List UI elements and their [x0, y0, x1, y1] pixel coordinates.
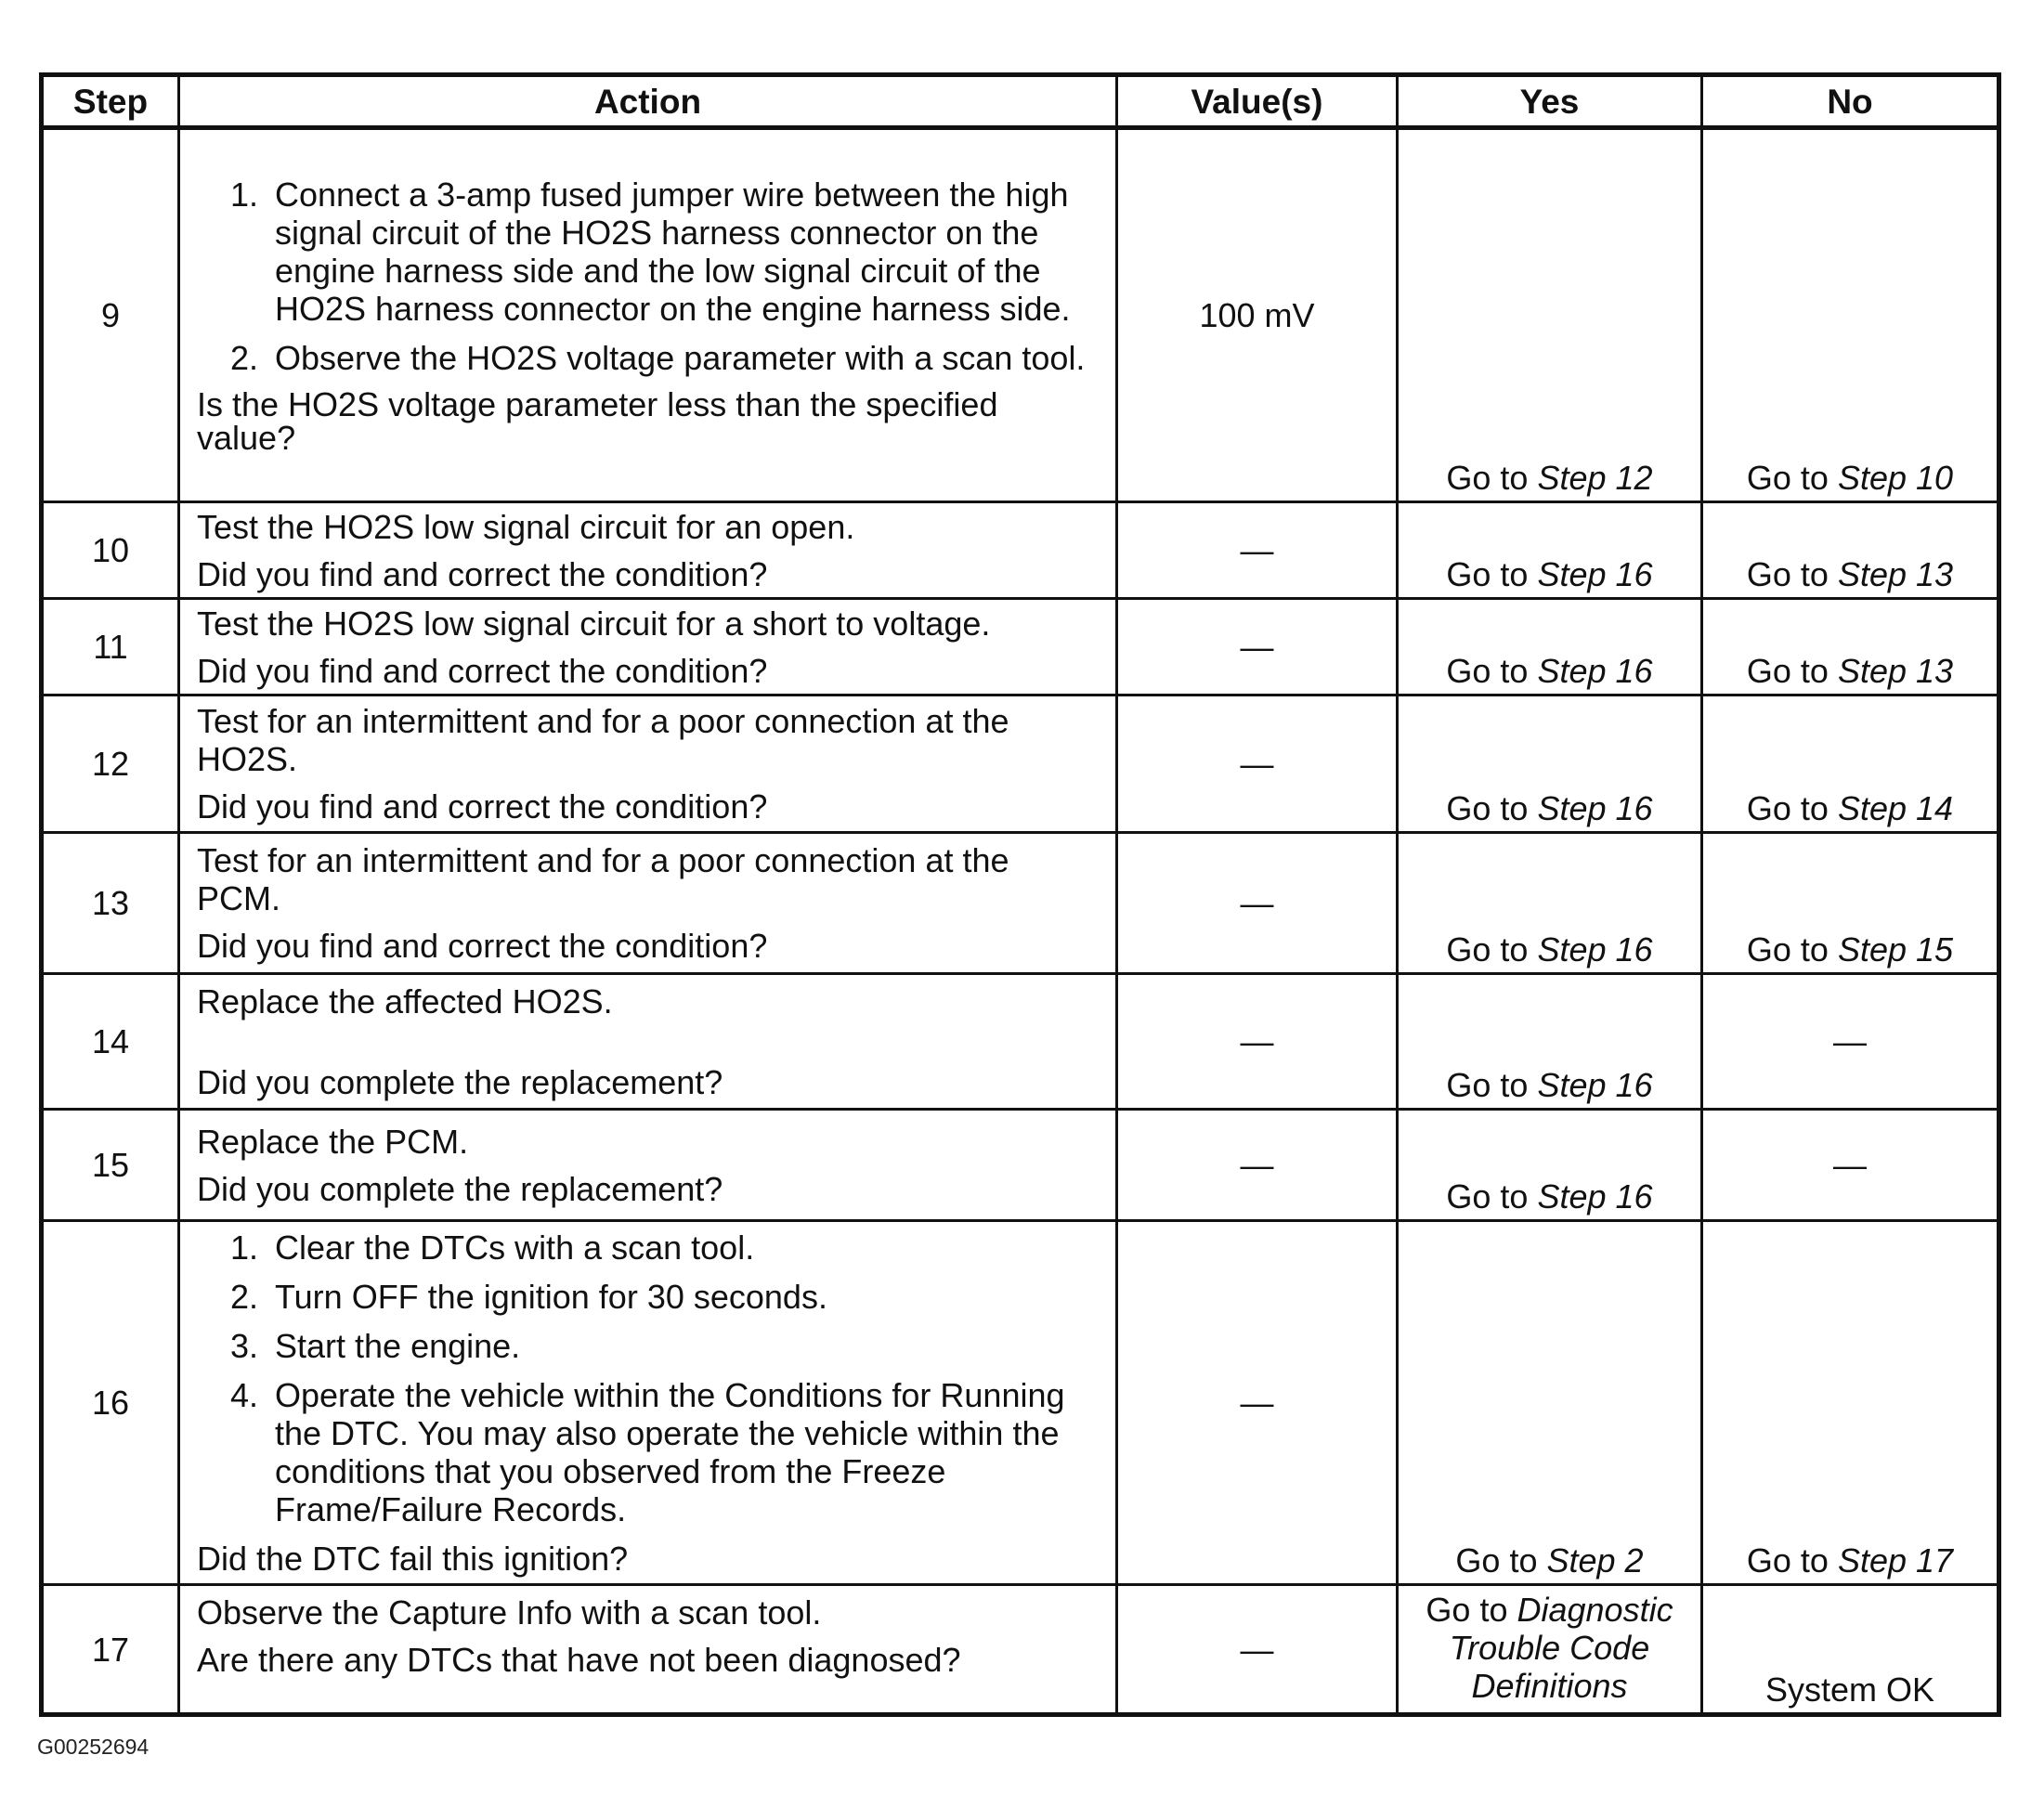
- step-reference: Step 15: [1837, 930, 1954, 968]
- no-cell: —: [1702, 974, 1999, 1110]
- action-question: Did you find and correct the condition?: [197, 651, 768, 690]
- action-question: Did you find and correct the condition?: [197, 787, 768, 826]
- action-question: Is the HO2S voltage parameter less than the specified value?: [197, 385, 998, 457]
- step-number: 17: [42, 1585, 179, 1715]
- action-text: Test for an intermittent and for a poor connection at the HO2S.: [197, 702, 1009, 778]
- yes-cell: Go to Diagnostic Trouble Code Definitions: [1398, 1585, 1702, 1715]
- yes-cell: Go to Step 16: [1398, 502, 1702, 599]
- header-action: Action: [179, 75, 1117, 128]
- action-question: Did you find and correct the condition?: [197, 554, 768, 593]
- action-item: 4. Operate the vehicle within the Conditions for Running the DTC. You may also operate the vehicle within the conditions that you observed from the Freeze Frame/Failure Records.: [230, 1375, 1065, 1528]
- step-number: 11: [42, 599, 179, 696]
- action-item: 1. Clear the DTCs with a scan tool.: [230, 1228, 755, 1267]
- no-cell: System OK: [1702, 1585, 1999, 1715]
- header-row: [42, 75, 1999, 128]
- step-reference: Step 2: [1546, 1541, 1644, 1580]
- yes-cell: Go to Step 16: [1398, 1110, 1702, 1221]
- step-reference: Step 12: [1537, 459, 1653, 497]
- yes-cell: Go to Step 16: [1398, 599, 1702, 696]
- action-cell: [179, 974, 1117, 1110]
- action-text: Test for an intermittent and for a poor connection at the PCM.: [197, 841, 1009, 917]
- step-number: 9: [42, 128, 179, 502]
- table-row: [42, 128, 1999, 502]
- step-reference: Step 13: [1837, 555, 1954, 593]
- no-cell: Go to Step 17: [1702, 1221, 1999, 1585]
- table-row: [42, 696, 1999, 833]
- figure-id: G00252694: [37, 1735, 150, 1759]
- step-reference: Step 16: [1537, 1066, 1653, 1104]
- yes-cell: Go to Step 16: [1398, 696, 1702, 833]
- action-question: Did you complete the replacement?: [197, 1062, 723, 1101]
- value-cell: —: [1117, 1585, 1398, 1715]
- action-question: Did you find and correct the condition?: [197, 927, 768, 965]
- yes-cell: Go to Step 2: [1398, 1221, 1702, 1585]
- action-cell: [179, 502, 1117, 599]
- action-text: Test the HO2S low signal circuit for a short to voltage.: [197, 604, 991, 643]
- table-row: [42, 833, 1999, 974]
- step-reference: Step 13: [1837, 652, 1954, 690]
- action-text: Observe the Capture Info with a scan tool.: [197, 1593, 822, 1632]
- no-cell: Go to Step 13: [1702, 502, 1999, 599]
- step-reference: Step 16: [1537, 930, 1653, 968]
- step-reference: Diagnostic Trouble Code Definitions: [1449, 1590, 1673, 1705]
- action-item: 3. Start the engine.: [230, 1326, 521, 1365]
- no-cell: Go to Step 10: [1702, 128, 1999, 502]
- action-question: Did the DTC fail this ignition?: [197, 1539, 629, 1578]
- value-cell: —: [1117, 833, 1398, 974]
- no-cell: Go to Step 14: [1702, 696, 1999, 833]
- step-reference: Step 10: [1837, 459, 1954, 497]
- header-step: Step: [42, 75, 179, 128]
- action-text: Replace the PCM.: [197, 1122, 469, 1161]
- table-row: [42, 1221, 1999, 1585]
- header-yes: Yes: [1398, 75, 1702, 128]
- step-reference: Step 17: [1837, 1541, 1954, 1580]
- action-cell: [179, 833, 1117, 974]
- no-cell: Go to Step 15: [1702, 833, 1999, 974]
- value-cell: —: [1117, 974, 1398, 1110]
- value-cell: 100 mV: [1117, 128, 1398, 502]
- action-item: 2. Turn OFF the ignition for 30 seconds.: [230, 1277, 827, 1316]
- table-row: [42, 974, 1999, 1110]
- value-cell: —: [1117, 599, 1398, 696]
- action-item: 1. Connect a 3-amp fused jumper wire between the high signal circuit of the HO2S harness connector on the engine harness side and the low signal circuit of the HO2S harness connector on the engine harness side.: [230, 176, 1071, 328]
- table-row: [42, 502, 1999, 599]
- action-cell: [179, 1110, 1117, 1221]
- step-reference: Step 16: [1537, 1177, 1653, 1216]
- action-cell: [179, 599, 1117, 696]
- value-cell: —: [1117, 696, 1398, 833]
- value-cell: —: [1117, 1221, 1398, 1585]
- step-number: 10: [42, 502, 179, 599]
- step-number: 14: [42, 974, 179, 1110]
- no-cell: Go to Step 13: [1702, 599, 1999, 696]
- header-values: Value(s): [1117, 75, 1398, 128]
- step-number: 16: [42, 1221, 179, 1585]
- action-text: Test the HO2S low signal circuit for an open.: [197, 507, 855, 546]
- table-row: [42, 1110, 1999, 1221]
- table-row: [42, 599, 1999, 696]
- value-cell: —: [1117, 502, 1398, 599]
- header-no: No: [1702, 75, 1999, 128]
- yes-cell: Go to Step 16: [1398, 833, 1702, 974]
- step-number: 13: [42, 833, 179, 974]
- step-number: 15: [42, 1110, 179, 1221]
- yes-cell: Go to Step 16: [1398, 974, 1702, 1110]
- action-cell: [179, 1221, 1117, 1585]
- action-question: Did you complete the replacement?: [197, 1169, 723, 1208]
- diagnostic-table: [39, 72, 2001, 1717]
- action-question: Are there any DTCs that have not been diagnosed?: [197, 1641, 961, 1679]
- no-cell: —: [1702, 1110, 1999, 1221]
- value-cell: —: [1117, 1110, 1398, 1221]
- yes-cell: Go to Step 12: [1398, 128, 1702, 502]
- action-text: Replace the affected HO2S.: [197, 982, 613, 1020]
- action-cell: [179, 128, 1117, 502]
- step-reference: Step 16: [1537, 555, 1653, 593]
- step-reference: Step 14: [1837, 789, 1954, 827]
- step-reference: Step 16: [1537, 789, 1653, 827]
- table-row: [42, 1585, 1999, 1715]
- step-reference: Step 16: [1537, 652, 1653, 690]
- action-item: 2. Observe the HO2S voltage parameter with a scan tool.: [230, 339, 1086, 377]
- action-cell: [179, 696, 1117, 833]
- action-cell: [179, 1585, 1117, 1715]
- step-number: 12: [42, 696, 179, 833]
